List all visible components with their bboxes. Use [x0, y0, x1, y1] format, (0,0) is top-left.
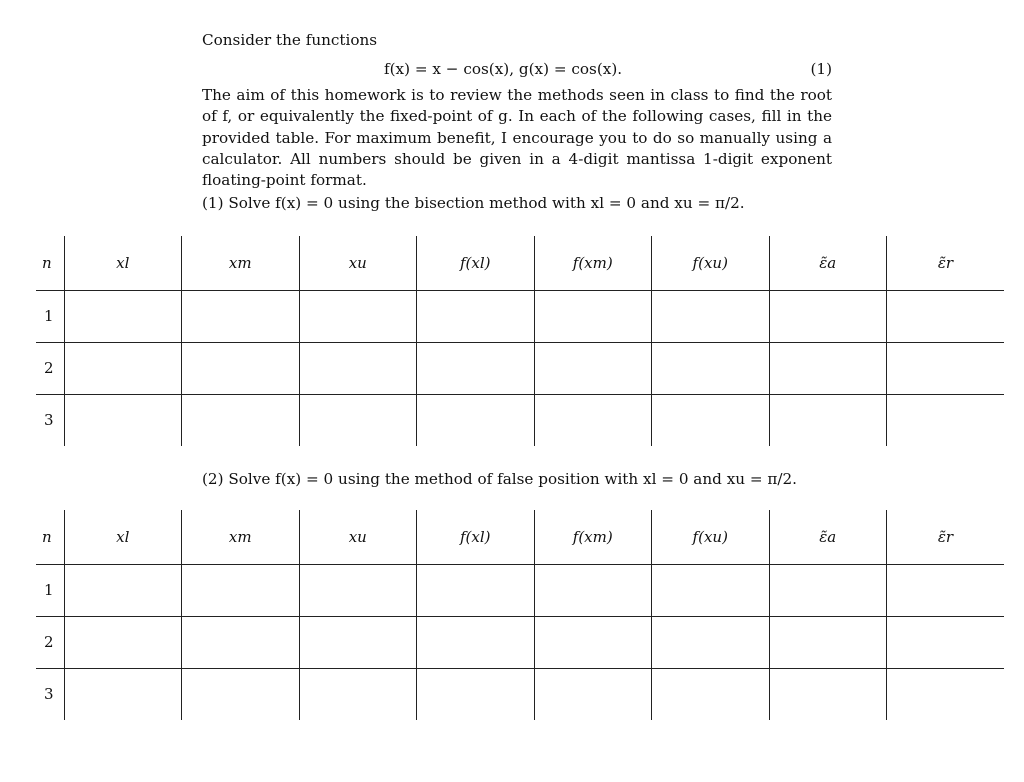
empty-cell[interactable] [652, 342, 770, 394]
empty-cell[interactable] [534, 616, 652, 668]
empty-cell[interactable] [299, 342, 417, 394]
empty-cell[interactable] [182, 394, 300, 446]
empty-cell[interactable] [182, 564, 300, 616]
header-xm: xm [182, 510, 300, 564]
header-f-xl: f(xl) [417, 236, 535, 290]
empty-cell[interactable] [182, 290, 300, 342]
header-xl: xl [64, 236, 182, 290]
empty-cell[interactable] [534, 342, 652, 394]
header-xu: xu [299, 510, 417, 564]
empty-cell[interactable] [534, 394, 652, 446]
empty-cell[interactable] [652, 394, 770, 446]
equation-row [202, 57, 832, 83]
header-f-xu: f(xu) [652, 510, 770, 564]
empty-cell[interactable] [652, 616, 770, 668]
table-row [36, 668, 1004, 720]
row-index: 2 [36, 616, 64, 668]
empty-cell[interactable] [769, 668, 887, 720]
empty-cell[interactable] [534, 290, 652, 342]
task-2-statement: (2) Solve f(x) = 0 using the method of false position with xl = 0 and xu = π/2. [202, 470, 798, 488]
empty-cell[interactable] [417, 342, 535, 394]
header-f-xu: f(xu) [652, 236, 770, 290]
header-f-xl: f(xl) [417, 510, 535, 564]
empty-cell[interactable] [887, 342, 1005, 394]
empty-cell[interactable] [417, 394, 535, 446]
header-xl: xl [64, 510, 182, 564]
empty-cell[interactable] [417, 616, 535, 668]
empty-cell[interactable] [64, 394, 182, 446]
empty-cell[interactable] [887, 616, 1005, 668]
intro-text: Consider the functions [202, 31, 378, 49]
empty-cell[interactable] [417, 668, 535, 720]
header-n: n [36, 236, 64, 290]
equation-number: (1) [810, 60, 832, 79]
header-xm: xm [182, 236, 300, 290]
empty-cell[interactable] [299, 668, 417, 720]
header-eps-r: ε̃r [887, 236, 1005, 290]
empty-cell[interactable] [417, 290, 535, 342]
empty-cell[interactable] [887, 290, 1005, 342]
row-index: 1 [44, 307, 54, 325]
bisection-table [36, 236, 1004, 446]
task-1-statement: (1) Solve f(x) = 0 using the bisection method with xl = 0 and xu = π/2. [202, 194, 745, 213]
empty-cell[interactable] [299, 290, 417, 342]
empty-cell[interactable] [64, 290, 182, 342]
row-index: 3 [36, 668, 64, 720]
false-position-table [36, 510, 1004, 720]
empty-cell[interactable] [534, 564, 652, 616]
row-index: 2 [36, 342, 64, 394]
empty-cell[interactable] [417, 564, 535, 616]
empty-cell[interactable] [182, 616, 300, 668]
table-row [36, 290, 1004, 342]
empty-cell[interactable] [534, 668, 652, 720]
empty-cell[interactable] [769, 290, 887, 342]
empty-cell[interactable] [887, 668, 1005, 720]
empty-cell[interactable] [64, 342, 182, 394]
empty-cell[interactable] [887, 394, 1005, 446]
empty-cell[interactable] [769, 342, 887, 394]
problem-statement [202, 30, 832, 214]
table-header-row [36, 510, 1004, 564]
header-f-xm: f(xm) [534, 236, 652, 290]
table-header-row [36, 236, 1004, 290]
row-index: 3 [36, 394, 64, 446]
empty-cell[interactable] [769, 616, 887, 668]
empty-cell[interactable] [652, 668, 770, 720]
header-eps-a: ε̃a [769, 236, 887, 290]
empty-cell[interactable] [769, 564, 887, 616]
empty-cell[interactable] [64, 564, 182, 616]
row-index: 1 [44, 581, 54, 599]
header-eps-r: ε̃r [887, 510, 1005, 564]
empty-cell[interactable] [652, 564, 770, 616]
header-f-xm: f(xm) [534, 510, 652, 564]
empty-cell[interactable] [64, 668, 182, 720]
empty-cell[interactable] [299, 394, 417, 446]
empty-cell[interactable] [182, 668, 300, 720]
table-row [36, 616, 1004, 668]
header-eps-a: ε̃a [769, 510, 887, 564]
table-row [36, 342, 1004, 394]
empty-cell[interactable] [182, 342, 300, 394]
empty-cell[interactable] [299, 564, 417, 616]
equation: f(x) = x − cos(x), g(x) = cos(x). [384, 60, 623, 79]
empty-cell[interactable] [769, 394, 887, 446]
empty-cell[interactable] [887, 564, 1005, 616]
empty-cell[interactable] [299, 616, 417, 668]
header-n: n [36, 510, 64, 564]
table-row [36, 564, 1004, 616]
empty-cell[interactable] [652, 290, 770, 342]
table-row [36, 394, 1004, 446]
empty-cell[interactable] [64, 616, 182, 668]
header-xu: xu [299, 236, 417, 290]
instructions-paragraph: The aim of this homework is to review the methods seen in class to find the root of f, or equivalently the fixed-point of g. In each of the following cases, fill in the provided table. For maximum benefit, I encourage you to do so manually using a calculator. All numbers should be given in a 4-digit mantissa 1-digit exponent floating-point format. [202, 86, 832, 190]
